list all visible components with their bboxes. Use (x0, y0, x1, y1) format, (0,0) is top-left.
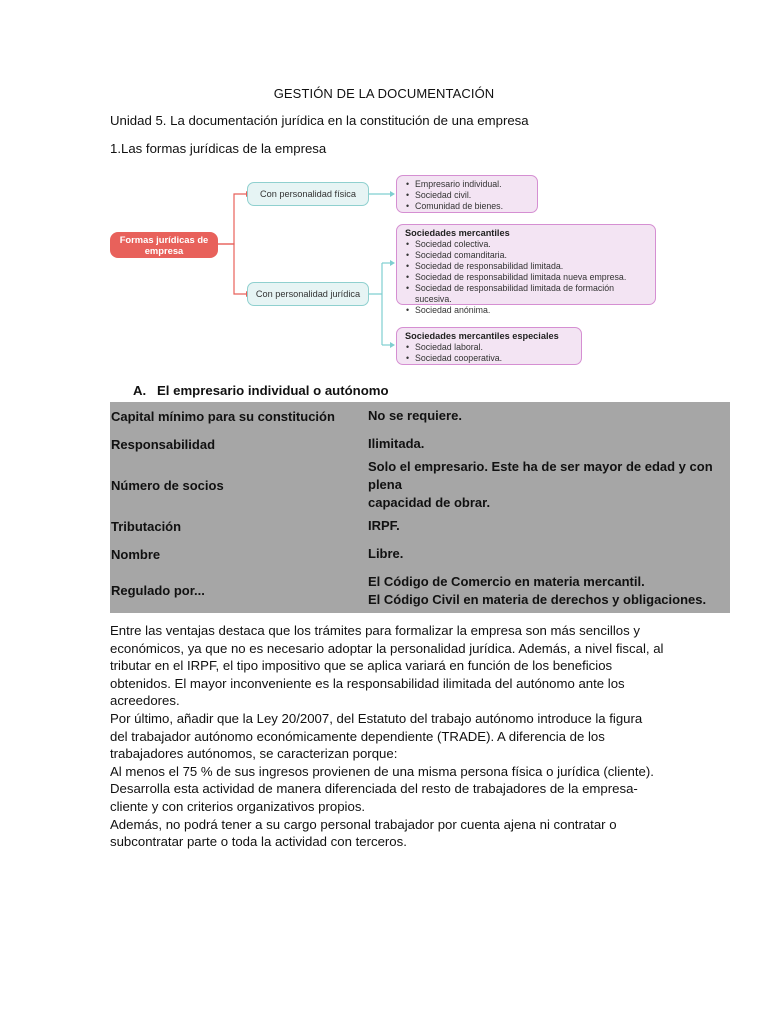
table-row (110, 512, 730, 540)
body-line: obtenidos. El mayor inconveniente es la responsabilidad ilimitada del autónomo ante los (110, 675, 625, 691)
table-row (110, 568, 730, 613)
list-fisica (396, 175, 538, 213)
body-line: Además, no podrá tener a su cargo personal trabajador por cuenta ajena ni contratar o (110, 816, 617, 832)
table-key: Nombre (111, 546, 161, 562)
list-item: • Sociedad de responsabilidad limitada nueva empresa. (415, 272, 647, 283)
document-title: GESTIÓN DE LA DOCUMENTACIÓN (273, 86, 495, 101)
table-value-line: capacidad de obrar. (368, 495, 491, 510)
body-line: cliente y con criterios organizativos propios. (110, 798, 366, 814)
table-value-line: IRPF. (368, 518, 400, 533)
subsection-letter: A. (133, 383, 147, 398)
body-line: tributar en el IRPF, el tipo impositivo que se aplica variará en función de los beneficios (110, 658, 613, 674)
section-title: 1.Las formas jurídicas de la empresa (110, 141, 327, 156)
table-value-line: Libre. (368, 546, 404, 561)
diagram-root: Formas jurídicas de empresa (110, 232, 218, 258)
table-value (367, 402, 730, 430)
branch-fisica: Con personalidad física (247, 182, 369, 206)
body-line: Entre las ventajas destaca que los trámites para formalizar la empresa son más sencillos y (110, 623, 640, 638)
connector-juridica-stem (369, 263, 382, 345)
branch-juridica: Con personalidad jurídica (247, 282, 369, 306)
unit-title: Unidad 5. La documentación jurídica en la constitución de una empresa (110, 113, 529, 128)
list-heading: Sociedades mercantiles (405, 228, 510, 238)
list-item: • Sociedad comanditaria. (415, 250, 647, 261)
table-value (367, 430, 730, 458)
list-item: • Sociedad anónima. (415, 305, 647, 316)
list-item: • Comunidad de bienes. (415, 201, 529, 212)
table-key: Capital mínimo para su constitución (111, 408, 335, 424)
body-line: del trabajador autónomo económicamente dependiente (TRADE). A diferencia de los (110, 728, 605, 744)
table-value-line: No se requiere. (368, 408, 462, 423)
body-line: Desarrolla esta actividad de manera diferenciada del resto de trabajadores de la empresa- (110, 781, 638, 797)
body-line: subcontratar parte o toda la actividad con terceros. (110, 834, 407, 850)
arrow-juridica-mercantiles (390, 260, 395, 266)
body-line: Por último, añadir que la Ley 20/2007, del Estatuto del trabajo autónomo introduce la figura (110, 710, 643, 726)
list-item: • Sociedad civil. (415, 190, 529, 201)
list-especiales (396, 327, 582, 365)
table-value-line: El Código de Comercio en materia mercantil. (368, 573, 645, 589)
legal-forms-diagram (105, 165, 665, 375)
table-value-line: El Código Civil en materia de derechos y obligaciones. (368, 591, 707, 607)
table-key: Regulado por... (111, 583, 205, 598)
body-line: acreedores. (110, 693, 180, 709)
table-value (367, 568, 730, 613)
table-row (110, 402, 730, 430)
table-value-line: Ilimitada. (368, 436, 425, 451)
table-value (367, 540, 730, 568)
table-row (110, 430, 730, 458)
list-item: • Empresario individual. (415, 179, 529, 190)
list-item: • Sociedad colectiva. (415, 239, 647, 250)
body-text (110, 622, 670, 851)
list-heading: Sociedades mercantiles especiales (405, 331, 559, 341)
arrow-fisica-list (390, 191, 395, 197)
table-key: Responsabilidad (111, 436, 216, 452)
table-value (367, 458, 730, 512)
subsection-title: El empresario individual o autónomo (157, 383, 389, 398)
table-key: Tributación (111, 518, 182, 534)
list-item: • Sociedad de responsabilidad limitada. (415, 261, 647, 272)
connector-root-fisica (217, 194, 246, 244)
subsection-heading (133, 383, 389, 398)
arrow-juridica-especiales (390, 342, 395, 348)
table-row (110, 540, 730, 568)
table-key: Número de socios (111, 477, 224, 493)
body-line: Al menos el 75 % de sus ingresos provienen de una misma persona física o jurídica (cliente). (110, 763, 654, 779)
list-item: • Sociedad laboral. (415, 342, 573, 353)
table-value (367, 512, 730, 540)
list-item: • Sociedad de responsabilidad limitada de formación sucesiva. (415, 283, 647, 305)
list-item: • Sociedad cooperativa. (415, 353, 573, 364)
list-mercantiles (396, 224, 656, 315)
table-row (110, 458, 730, 512)
table-value-line: Solo el empresario. Este ha de ser mayor de edad y con plena (368, 459, 713, 492)
connector-root-juridica (217, 244, 246, 294)
info-table (110, 402, 730, 613)
body-line: trabajadores autónomos, se caracterizan porque: (110, 746, 398, 762)
body-line: económicos, ya que no es necesario adoptar la personalidad jurídica. Además, a nivel fiscal, al (110, 640, 664, 656)
